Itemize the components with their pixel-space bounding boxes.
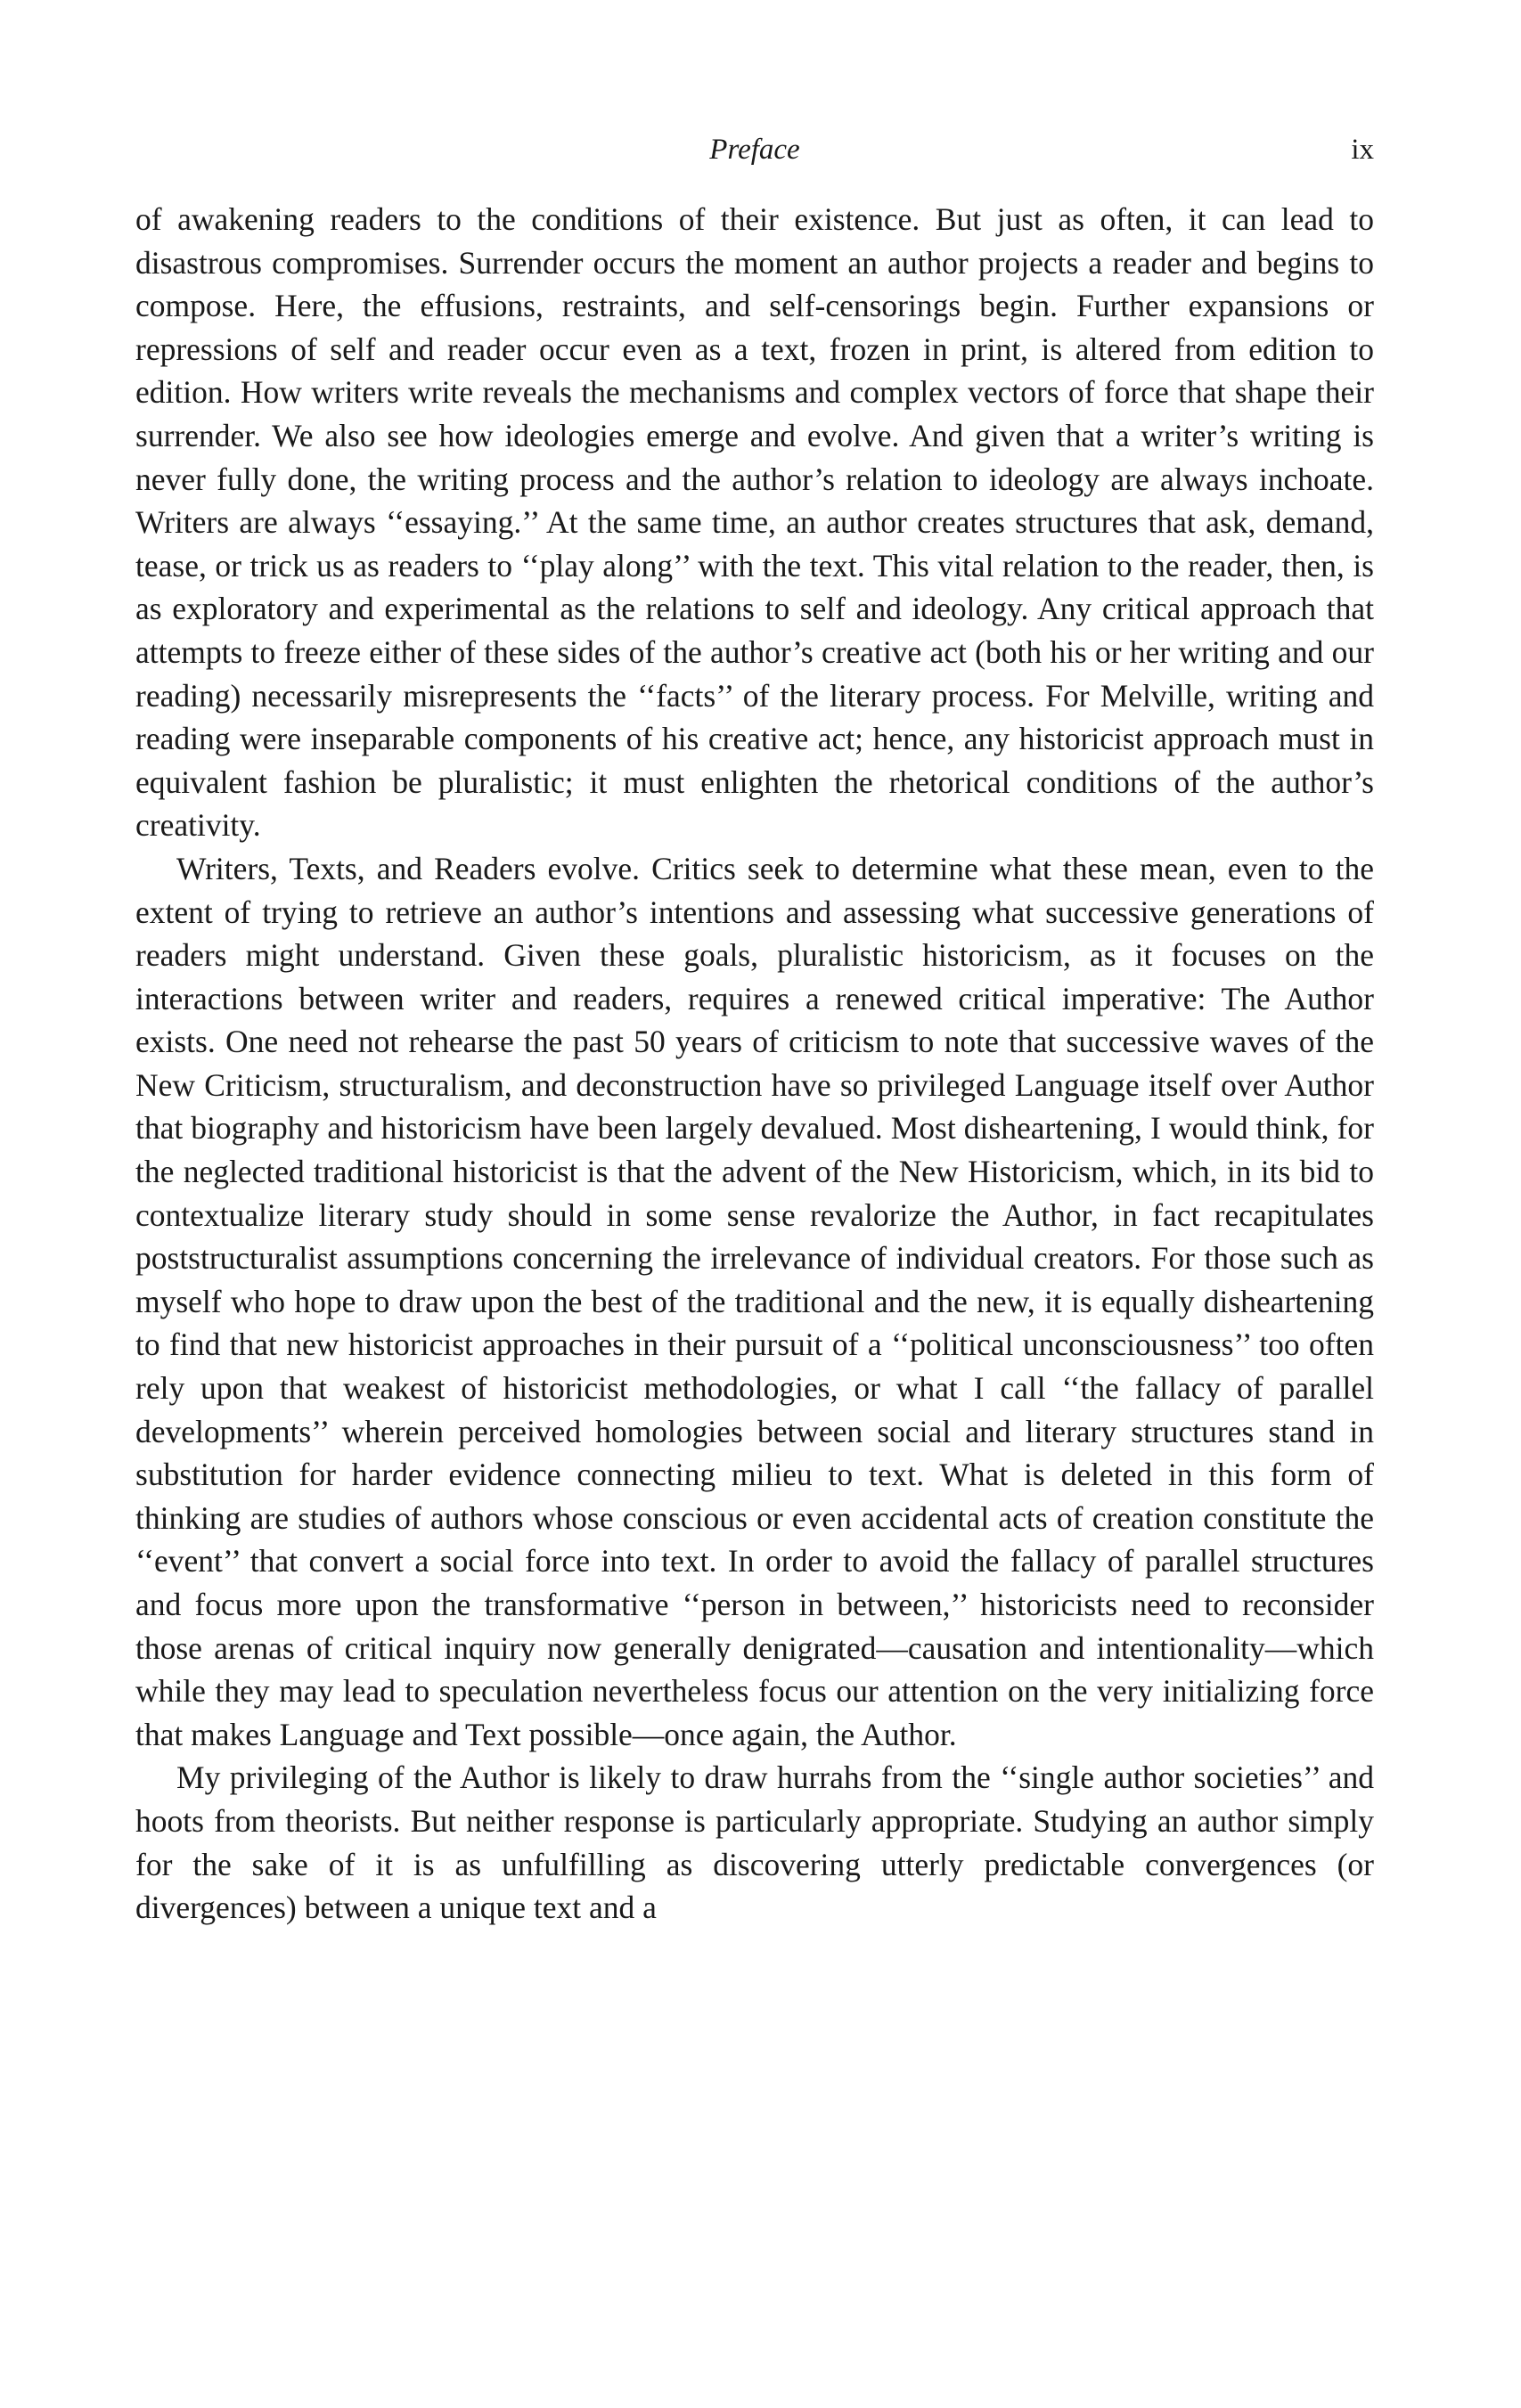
paragraph-3: My privileging of the Author is likely to draw hurrahs from the ‘‘single author societies’’ and hoots from theorists. But neither response is particularly appropriate. Studying an author simply for the sake of it is as unfulfilling as discovering utterly predictable convergences (or divergences) between a unique text and a (135, 1759, 1374, 1926)
paragraph-2: Writers, Texts, and Readers evolve. Critics seek to determine what these mean, even to the extent of trying to retrieve an author’s intentions and assessing what successive generations of readers might understand. Given these goals, pluralistic historicism, as it focuses on the interactions between writer and readers, requires a renewed critical imperative: The Author exists. One need not rehearse the past 50 years of criticism to note that successive waves of the New Criticism, structuralism, and deconstruction have so privileged Language itself over Author that biography and historicism have been largely devalued. Most disheartening, I would think, for the neglected traditional historicist is that the advent of the New Historicism, which, in its bid to contextualize literary study should in some sense revalorize the Author, in fact recapitulates poststructuralist assumptions concerning the irrelevance of individual creators. For those such as myself who hope to draw upon the best of the traditional and the new, it is equally disheartening to find that new historicist approaches in their pursuit of a ‘‘political unconsciousness’’ too often rely upon that weakest of historicist methodologies, or what I call ‘‘the fallacy of parallel developments’’ wherein perceived homologies between social and literary structures stand in substitution for harder evidence connecting milieu to text. What is deleted in this form of thinking are studies of authors whose conscious or even accidental acts of creation constitute the ‘‘event’’ that convert a social force into text. In order to avoid the fallacy of parallel structures and focus more upon the transformative ‘‘person in between,’’ historicists need to reconsider those arenas of critical inquiry now generally denigrated—causation and intentionality—which while they may lead to speculation nevertheless focus our attention on the very initializing force that makes Language and Text possible—once again, the Author. (135, 850, 1374, 1752)
running-head (135, 130, 1374, 173)
page-number: ix (1351, 134, 1374, 166)
body-text (135, 198, 1374, 1930)
paragraph-1: of awakening readers to the conditions of their existence. But just as often, it can lead to disastrous compromises. Surrender occurs the moment an author projects a reader and begins to compose. Here, the effusions, restraints, and self-censorings begin. Further expansions or repressions of self and reader occur even as a text, frozen in print, is altered from edition to edition. How writers write reveals the mechanisms and complex vectors of force that shape their surrender. We also see how ideologies emerge and evolve. And given that a writer’s writing is never fully done, the writing process and the author’s relation to ideology are always inchoate. Writers are always ‘‘essaying.’’ At the same time, an author creates structures that ask, demand, tease, or trick us as readers to ‘‘play along’’ with the text. This vital relation to the reader, then, is as exploratory and experimental as the relations to self and ideology. Any critical approach that attempts to freeze either of these sides of the author’s creative act (both his or her writing and our reading) necessarily misrepresents the ‘‘facts’’ of the literary process. For Melville, writing and reading were inseparable components of his creative act; hence, any historicist approach must in equivalent fashion be pluralistic; it must enlighten the rhetorical conditions of the author’s creativity. (135, 201, 1374, 844)
running-title: Preface (709, 134, 800, 166)
